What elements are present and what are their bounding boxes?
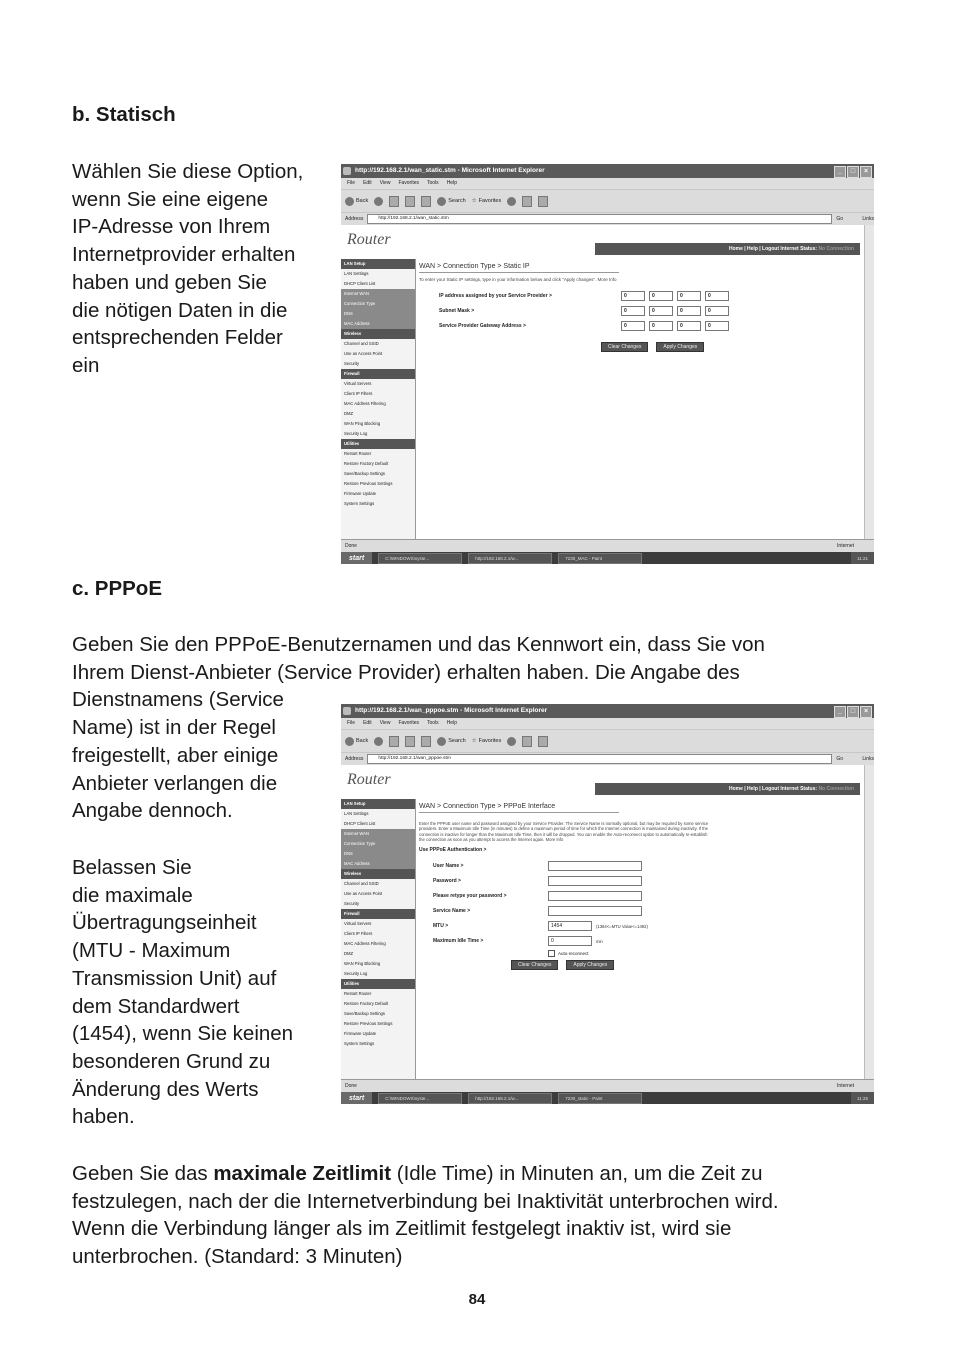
address-bar bbox=[341, 212, 874, 225]
menu-file[interactable]: File bbox=[347, 720, 356, 726]
close-icon[interactable]: × bbox=[860, 706, 872, 718]
menu-view[interactable]: View bbox=[379, 720, 391, 726]
router-sidebar bbox=[341, 799, 416, 1079]
clock: 11:21 bbox=[851, 552, 874, 564]
gateway-octet-input[interactable]: 0 bbox=[621, 321, 645, 331]
scrollbar[interactable] bbox=[864, 765, 874, 1079]
menu-tools[interactable]: Tools bbox=[427, 720, 439, 726]
minimize-icon[interactable]: _ bbox=[834, 166, 846, 178]
page-number: 84 bbox=[468, 1291, 486, 1308]
password-row bbox=[419, 874, 858, 889]
ip-octet-input[interactable]: 0 bbox=[705, 291, 729, 301]
text-line: dem Standardwert bbox=[72, 994, 240, 1018]
text-line bbox=[72, 1160, 779, 1188]
auto-reconnect-checkbox[interactable] bbox=[548, 950, 555, 957]
idle-time-unit: min bbox=[596, 938, 603, 944]
text-line: haben und geben Sie bbox=[72, 270, 267, 294]
sidebar-item[interactable]: System Settings bbox=[344, 501, 375, 506]
forward-icon[interactable] bbox=[374, 197, 383, 206]
sidebar-item[interactable]: DNS bbox=[341, 849, 415, 859]
taskbar-item[interactable]: http://192.168.2.1/w... bbox=[468, 553, 552, 564]
text-line: unterbrochen. (Standard: 3 Minuten) bbox=[72, 1245, 403, 1269]
sidebar-item: Firewall bbox=[341, 909, 415, 919]
sidebar-item[interactable]: DNS bbox=[341, 309, 415, 319]
sidebar-item: LAN Setup bbox=[341, 259, 415, 269]
text-line: haben. bbox=[72, 1105, 135, 1129]
favorites-label: Favorites bbox=[478, 198, 502, 204]
menu-edit[interactable]: Edit bbox=[363, 180, 372, 186]
text-line: Dienstnamens (Service bbox=[72, 688, 284, 712]
stop-icon[interactable] bbox=[389, 736, 399, 747]
favorites-button[interactable] bbox=[472, 198, 502, 204]
apply-changes-button[interactable]: Apply Changes bbox=[566, 960, 614, 970]
router-logo: Router bbox=[347, 771, 391, 788]
mtu-description bbox=[72, 854, 293, 1131]
sidebar-item[interactable]: DHCP Client List bbox=[344, 281, 376, 286]
search-button[interactable] bbox=[437, 197, 465, 206]
sidebar-item[interactable]: MAC Address Filtering bbox=[344, 941, 386, 946]
heading-pppoe: c. PPPoE bbox=[72, 577, 163, 600]
sidebar-item: Internet WAN bbox=[341, 829, 415, 839]
text-line: ein bbox=[72, 353, 100, 377]
page-intro: To enter your Static IP settings, type in your information below and click "Apply changes". More Info bbox=[419, 277, 617, 282]
password-label: Password > bbox=[433, 878, 461, 885]
password-input[interactable] bbox=[548, 876, 642, 886]
window-title: http://192.168.2.1/wan_static.stm - Microsoft Internet Explorer bbox=[355, 167, 545, 174]
text-line: Transmission Unit) auf bbox=[72, 966, 277, 990]
sidebar-item: LAN Setup bbox=[341, 799, 415, 809]
favorites-label: Favorites bbox=[478, 738, 502, 744]
menu-help[interactable]: Help bbox=[446, 180, 457, 186]
links-label[interactable]: Links bbox=[862, 756, 874, 762]
window-title: http://192.168.2.1/wan_pppoe.stm - Microsoft Internet Explorer bbox=[355, 707, 548, 714]
stop-icon[interactable] bbox=[389, 196, 399, 207]
static-ip-screenshot bbox=[341, 164, 874, 564]
history-icon[interactable] bbox=[507, 737, 516, 746]
gateway-label: Service Provider Gateway Address > bbox=[439, 323, 526, 330]
address-input[interactable]: http://192.168.2.1/wan_pppoe.stm bbox=[367, 754, 832, 764]
text-line: Internetprovider erhalten bbox=[72, 243, 296, 267]
ie-icon bbox=[343, 167, 351, 175]
idle-time-label: Maximum Idle Time > bbox=[433, 938, 484, 945]
ip-octet-input[interactable]: 0 bbox=[649, 291, 673, 301]
print-icon[interactable] bbox=[538, 196, 548, 207]
sidebar-item[interactable]: Security Log bbox=[344, 431, 368, 436]
history-icon[interactable] bbox=[507, 197, 516, 206]
sidebar-item[interactable]: Save/Backup Settings bbox=[344, 1011, 385, 1016]
sidebar-item: Utilities bbox=[341, 979, 415, 989]
pppoe-screenshot bbox=[341, 704, 874, 1104]
sidebar-item[interactable]: Restore Previous Settings bbox=[344, 481, 393, 486]
back-icon bbox=[345, 197, 354, 206]
text-line: Wählen Sie diese Option, bbox=[72, 160, 304, 183]
sidebar-item[interactable]: Channel and SSID bbox=[344, 341, 379, 346]
sidebar-item[interactable]: Restart Router bbox=[344, 451, 372, 456]
text-line: festzulegen, nach der die Internetverbindung bei Inaktivität unterbrochen wird. bbox=[72, 1189, 779, 1213]
go-button[interactable]: Go bbox=[836, 216, 843, 222]
heading-statisch: b. Statisch bbox=[72, 103, 176, 126]
sidebar-item[interactable]: Restore Previous Settings bbox=[344, 1021, 393, 1026]
idle-time-row bbox=[419, 934, 858, 949]
toolbar bbox=[341, 729, 874, 752]
ie-icon bbox=[343, 707, 351, 715]
sidebar-item[interactable]: Security bbox=[344, 901, 360, 906]
refresh-icon[interactable] bbox=[405, 196, 415, 207]
text-line: Ihrem Dienst-Anbieter (Service Provider) erhalten haben. Die Angabe des bbox=[72, 660, 740, 684]
text-line: Geben Sie den PPPoE-Benutzernamen und das Kennwort ein, dass Sie von bbox=[72, 633, 765, 656]
scrollbar[interactable] bbox=[864, 225, 874, 539]
sidebar-item[interactable]: Virtual Servers bbox=[344, 921, 372, 926]
sidebar-item[interactable]: Client IP Filters bbox=[344, 931, 373, 936]
status-bar bbox=[341, 539, 874, 552]
sidebar-item[interactable]: Connection Type bbox=[341, 839, 415, 849]
text-line: Anbieter verlangen die bbox=[72, 771, 278, 795]
clear-changes-button[interactable]: Clear Changes bbox=[511, 960, 558, 970]
sidebar-item[interactable]: LAN Settings bbox=[344, 271, 369, 276]
taskbar bbox=[341, 552, 874, 564]
star-icon: ☆ bbox=[471, 198, 477, 204]
ip-octet-input[interactable]: 0 bbox=[621, 291, 645, 301]
forward-icon[interactable] bbox=[374, 737, 383, 746]
menu-edit[interactable]: Edit bbox=[363, 720, 372, 726]
clear-changes-button[interactable]: Clear Changes bbox=[601, 342, 648, 352]
apply-changes-button[interactable]: Apply Changes bbox=[656, 342, 704, 352]
sidebar-item[interactable]: Restore Factory Default bbox=[344, 1001, 389, 1006]
retype-password-input[interactable] bbox=[548, 891, 642, 901]
sidebar-item[interactable]: DMZ bbox=[344, 951, 354, 956]
router-main bbox=[419, 803, 858, 970]
taskbar-item[interactable]: 7230_MAC - Paint bbox=[558, 553, 642, 564]
sidebar-item[interactable]: Firmware Update bbox=[344, 491, 377, 496]
sidebar-item[interactable]: MAC Address Filtering bbox=[344, 401, 386, 406]
sidebar-item[interactable]: Connection Type bbox=[341, 299, 415, 309]
statisch-description bbox=[72, 158, 303, 380]
address-bar bbox=[341, 752, 874, 765]
sidebar-item: Utilities bbox=[341, 439, 415, 449]
menu-favorites[interactable]: Favorites bbox=[398, 720, 419, 726]
sidebar-item: Firewall bbox=[341, 369, 415, 379]
taskbar-item[interactable]: C:\WINDOWS\syste... bbox=[378, 553, 462, 564]
page-intro: Enter the PPPoE user name and password assigned by your Service Provider. The Service Name is normally optional, but may be required by some service providers. Enter a Maximum Idle Time (in minutes) to define a maximum period of time for which the Internet connection is maintained during inactivity. If the connection is inactive for longer than the Maximum Idle Time, then it will be dropped. You can enable the Auto-reconnect option to automatically re-establish the connection as soon as you attempt to access the Internet again. More Info bbox=[419, 821, 709, 843]
page-heading: WAN > Connection Type > PPPoE Interface bbox=[419, 803, 619, 813]
back-label: Back bbox=[356, 198, 369, 204]
internet-status: No Connection bbox=[818, 246, 854, 252]
sidebar-item[interactable]: Use as Access Point bbox=[344, 351, 383, 356]
status-text: Done bbox=[345, 1083, 357, 1089]
user-name-input[interactable] bbox=[548, 861, 642, 871]
idle-time-description bbox=[72, 1160, 779, 1271]
user-name-label: User Name > bbox=[433, 863, 464, 870]
mail-icon[interactable] bbox=[522, 196, 532, 207]
menu-favorites[interactable]: Favorites bbox=[398, 180, 419, 186]
sidebar-item[interactable]: WAN Ping Blocking bbox=[344, 421, 381, 426]
close-icon[interactable]: × bbox=[860, 166, 872, 178]
sidebar-item[interactable]: Client IP Filters bbox=[344, 391, 373, 396]
text-line: wenn Sie eine eigene bbox=[72, 187, 269, 211]
go-button[interactable]: Go bbox=[836, 756, 843, 762]
address-label: Address bbox=[345, 216, 364, 222]
home-icon[interactable] bbox=[421, 196, 431, 207]
text-line: Änderung des Werts bbox=[72, 1077, 259, 1101]
start-button[interactable]: start bbox=[341, 552, 372, 564]
back-icon bbox=[345, 737, 354, 746]
menu-help[interactable]: Help bbox=[446, 720, 457, 726]
zone-label: Internet bbox=[837, 543, 854, 549]
internet-status: No Connection bbox=[818, 786, 854, 792]
sidebar-item[interactable]: DHCP Client List bbox=[344, 821, 376, 826]
text-span: (Idle Time) in Minuten an, um die Zeit zu bbox=[391, 1162, 763, 1185]
sidebar-item[interactable]: DMZ bbox=[344, 411, 354, 416]
text-line: (MTU - Maximum bbox=[72, 939, 231, 963]
browser-title-bar bbox=[341, 164, 874, 178]
maximize-icon[interactable]: □ bbox=[847, 166, 859, 178]
sidebar-item[interactable]: Virtual Servers bbox=[344, 381, 372, 386]
auto-reconnect-row bbox=[419, 949, 858, 958]
text-line: freigestellt, aber einige bbox=[72, 743, 279, 767]
sidebar-item[interactable]: Security Log bbox=[344, 971, 368, 976]
search-label: Search bbox=[448, 198, 466, 204]
pppoe-auth-label: Use PPPoE Authentication > bbox=[419, 846, 487, 853]
user-name-row bbox=[419, 859, 858, 874]
subnet-octet-input[interactable]: 0 bbox=[705, 306, 729, 316]
mail-icon[interactable] bbox=[522, 736, 532, 747]
favorites-button[interactable] bbox=[472, 738, 502, 744]
sidebar-item[interactable]: System Settings bbox=[344, 1041, 375, 1046]
service-name-label: Service Name > bbox=[433, 908, 471, 915]
back-label: Back bbox=[356, 738, 369, 744]
address-label: Address bbox=[345, 756, 364, 762]
service-name-row bbox=[419, 904, 858, 919]
subnet-octet-input[interactable]: 0 bbox=[649, 306, 673, 316]
text-line: die nötigen Daten in die bbox=[72, 298, 288, 322]
sidebar-item: Internet WAN bbox=[341, 289, 415, 299]
text-line: die maximale bbox=[72, 883, 193, 907]
mtu-input[interactable]: 1454 bbox=[548, 921, 592, 931]
minimize-icon[interactable]: _ bbox=[834, 706, 846, 718]
text-line: (1454), wenn Sie keinen bbox=[72, 1022, 294, 1046]
gateway-octet-input[interactable]: 0 bbox=[705, 321, 729, 331]
search-icon bbox=[437, 197, 446, 206]
search-label: Search bbox=[448, 738, 466, 744]
sidebar-item[interactable]: Channel and SSID bbox=[344, 881, 379, 886]
subnet-octet-input[interactable]: 0 bbox=[677, 306, 701, 316]
taskbar-item[interactable]: 7230_static - Paint bbox=[558, 1093, 642, 1104]
text-line: IP-Adresse von Ihrem bbox=[72, 215, 271, 239]
text-line: Angabe dennoch. bbox=[72, 799, 233, 823]
toolbar bbox=[341, 189, 874, 212]
sidebar-item: Wireless bbox=[341, 329, 415, 339]
home-icon[interactable] bbox=[421, 736, 431, 747]
ip-octet-input[interactable]: 0 bbox=[677, 291, 701, 301]
gateway-octet-input[interactable]: 0 bbox=[677, 321, 701, 331]
text-span: Geben Sie das bbox=[72, 1162, 214, 1185]
taskbar bbox=[341, 1092, 874, 1104]
home-help-logout-links[interactable]: Home | Help | Logout Internet Status: bbox=[728, 786, 818, 792]
maximize-icon[interactable]: □ bbox=[847, 706, 859, 718]
sidebar-item[interactable]: WAN Ping Blocking bbox=[344, 961, 381, 966]
star-icon: ☆ bbox=[471, 738, 477, 744]
refresh-icon[interactable] bbox=[405, 736, 415, 747]
ip-address-row bbox=[419, 289, 858, 304]
sidebar-item[interactable]: MAC Address bbox=[341, 859, 415, 869]
start-button[interactable]: start bbox=[341, 1092, 372, 1104]
links-label[interactable]: Links bbox=[862, 216, 874, 222]
taskbar-item[interactable]: http://192.168.2.1/w... bbox=[468, 1093, 552, 1104]
sidebar-item: Wireless bbox=[341, 869, 415, 879]
clock: 11:25 bbox=[851, 1092, 874, 1104]
gateway-row bbox=[419, 319, 858, 334]
mtu-label: MTU > bbox=[433, 923, 449, 930]
status-bar bbox=[341, 1079, 874, 1092]
sidebar-item[interactable]: Save/Backup Settings bbox=[344, 471, 385, 476]
sidebar-item[interactable]: Security bbox=[344, 361, 360, 366]
text-line: Belassen Sie bbox=[72, 856, 192, 879]
taskbar-item[interactable]: C:\WINDOWS\syste... bbox=[378, 1093, 462, 1104]
menu-view[interactable]: View bbox=[379, 180, 391, 186]
zone-label: Internet bbox=[837, 1083, 854, 1089]
retype-password-row bbox=[419, 889, 858, 904]
router-main bbox=[419, 263, 858, 352]
back-button[interactable] bbox=[345, 737, 368, 746]
sidebar-item[interactable]: LAN Settings bbox=[344, 811, 369, 816]
text-line: Name) ist in der Regel bbox=[72, 716, 276, 740]
search-icon bbox=[437, 737, 446, 746]
router-top-bar bbox=[595, 243, 860, 255]
subnet-octet-input[interactable]: 0 bbox=[621, 306, 645, 316]
router-logo: Router bbox=[347, 231, 391, 248]
sidebar-item[interactable]: MAC Address bbox=[341, 319, 415, 329]
sidebar-item[interactable]: Restart Router bbox=[344, 991, 372, 996]
status-text: Done bbox=[345, 543, 357, 549]
mtu-row bbox=[419, 919, 858, 934]
text-line: Übertragungseinheit bbox=[72, 911, 257, 935]
back-button[interactable] bbox=[345, 197, 368, 206]
subnet-mask-label: Subnet Mask > bbox=[439, 308, 475, 315]
auto-reconnect-label: Auto-reconnect bbox=[558, 950, 589, 956]
sidebar-item[interactable]: Use as Access Point bbox=[344, 891, 383, 896]
page-heading: WAN > Connection Type > Static IP bbox=[419, 263, 619, 273]
browser-title-bar bbox=[341, 704, 874, 718]
search-button[interactable] bbox=[437, 737, 465, 746]
menu-file[interactable]: File bbox=[347, 180, 356, 186]
menu-tools[interactable]: Tools bbox=[427, 180, 439, 186]
ip-address-label: IP address assigned by your Service Provider > bbox=[439, 293, 552, 300]
sidebar-item[interactable]: Restore Factory Default bbox=[344, 461, 389, 466]
text-line: besonderen Grund zu bbox=[72, 1049, 271, 1073]
menu-bar bbox=[341, 718, 874, 729]
router-sidebar bbox=[341, 259, 416, 539]
subnet-mask-row bbox=[419, 304, 858, 319]
idle-time-input[interactable]: 0 bbox=[548, 936, 592, 946]
service-name-input[interactable] bbox=[548, 906, 642, 916]
retype-password-label: Please retype your password > bbox=[433, 893, 507, 900]
bold-term: maximale Zeitlimit bbox=[213, 1162, 392, 1185]
print-icon[interactable] bbox=[538, 736, 548, 747]
mtu-range-note: (1364<=MTU Value<=1492) bbox=[596, 923, 648, 929]
router-page bbox=[341, 225, 874, 539]
home-help-logout-links[interactable]: Home | Help | Logout Internet Status: bbox=[728, 246, 818, 252]
address-input[interactable]: http://192.168.2.1/wan_static.stm bbox=[367, 214, 832, 224]
router-top-bar bbox=[595, 783, 860, 795]
sidebar-item[interactable]: Firmware Update bbox=[344, 1031, 377, 1036]
text-line: entsprechenden Felder bbox=[72, 326, 283, 350]
text-line: Wenn die Verbindung länger als im Zeitlimit festgelegt inaktiv ist, wird sie bbox=[72, 1217, 732, 1241]
menu-bar bbox=[341, 178, 874, 189]
gateway-octet-input[interactable]: 0 bbox=[649, 321, 673, 331]
router-page bbox=[341, 765, 874, 1079]
